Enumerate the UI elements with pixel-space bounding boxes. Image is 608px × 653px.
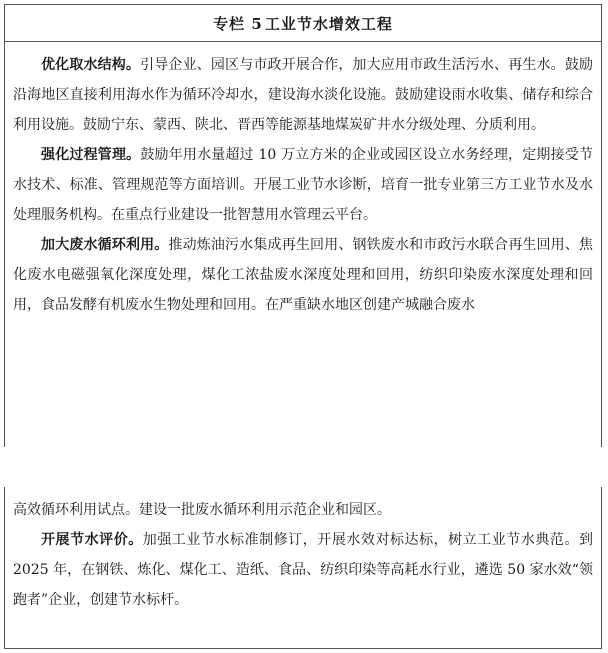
paragraph-text: 引导企业、园区与市政开展合作，加大应用市政生活污水、再生水。鼓励沿海地区直接利用海水作为循环冷却水，建设海水淡化设施。鼓励建设雨水收集、储存和综合利用设施。鼓励宁东、蒙西、陕北、晋西等能源基地煤炭矿井水分级处理、分质利用。 bbox=[13, 57, 594, 133]
column-label: 专栏 5 bbox=[213, 14, 263, 33]
paragraph-text: 鼓励年用水量超过 10 万立方米的企业或园区设立水务经理，定期接受节水技术、标准、管理规范等方面培训。开展工业节水诊断，培育一批专业第三方工业节水及水处理服务机构。在重点行业建设一批智慧用水管理云平台。 bbox=[13, 147, 593, 223]
paragraph-optimize-water-intake bbox=[13, 50, 593, 140]
paragraph-lead: 优化取水结构。 bbox=[41, 57, 141, 73]
paragraph-lead: 开展节水评价。 bbox=[41, 532, 143, 548]
column-title-text: 工业节水增效工程 bbox=[264, 14, 393, 33]
special-column-box-bottom bbox=[4, 487, 602, 649]
paragraph-lead: 强化过程管理。 bbox=[41, 147, 141, 163]
paragraph-process-management bbox=[13, 140, 593, 230]
column-title bbox=[5, 5, 601, 42]
paragraph-wastewater-recycling bbox=[13, 230, 593, 320]
paragraph-water-saving-evaluation bbox=[13, 525, 593, 615]
special-column-box-top bbox=[4, 4, 602, 447]
paragraph-lead: 加大废水循环利用。 bbox=[41, 237, 169, 253]
paragraph-text: 推动炼油污水集成再生回用、钢铁废水和市政污水联合再生回用、焦化废水电磁强氧化深度处理，煤化工浓盐废水深度处理和回用，纺织印染废水深度处理和回用，食品发酵有机废水生物处理和回用。在严重缺水地区创建产城融合废水 bbox=[13, 237, 593, 313]
paragraph-text: 加强工业节水标准制修订，开展水效对标达标，树立工业节水典范。到 2025 年，在钢铁、炼化、煤化工、造纸、食品、纺织印染等高耗水行业，遴选 50 家水效“领跑者”企业，创建节水标杆。 bbox=[13, 532, 594, 608]
column-body-continued bbox=[5, 487, 601, 615]
paragraph-continuation: 高效循环利用试点。建设一批废水循环利用示范企业和园区。 bbox=[13, 502, 391, 518]
column-body bbox=[5, 42, 601, 320]
